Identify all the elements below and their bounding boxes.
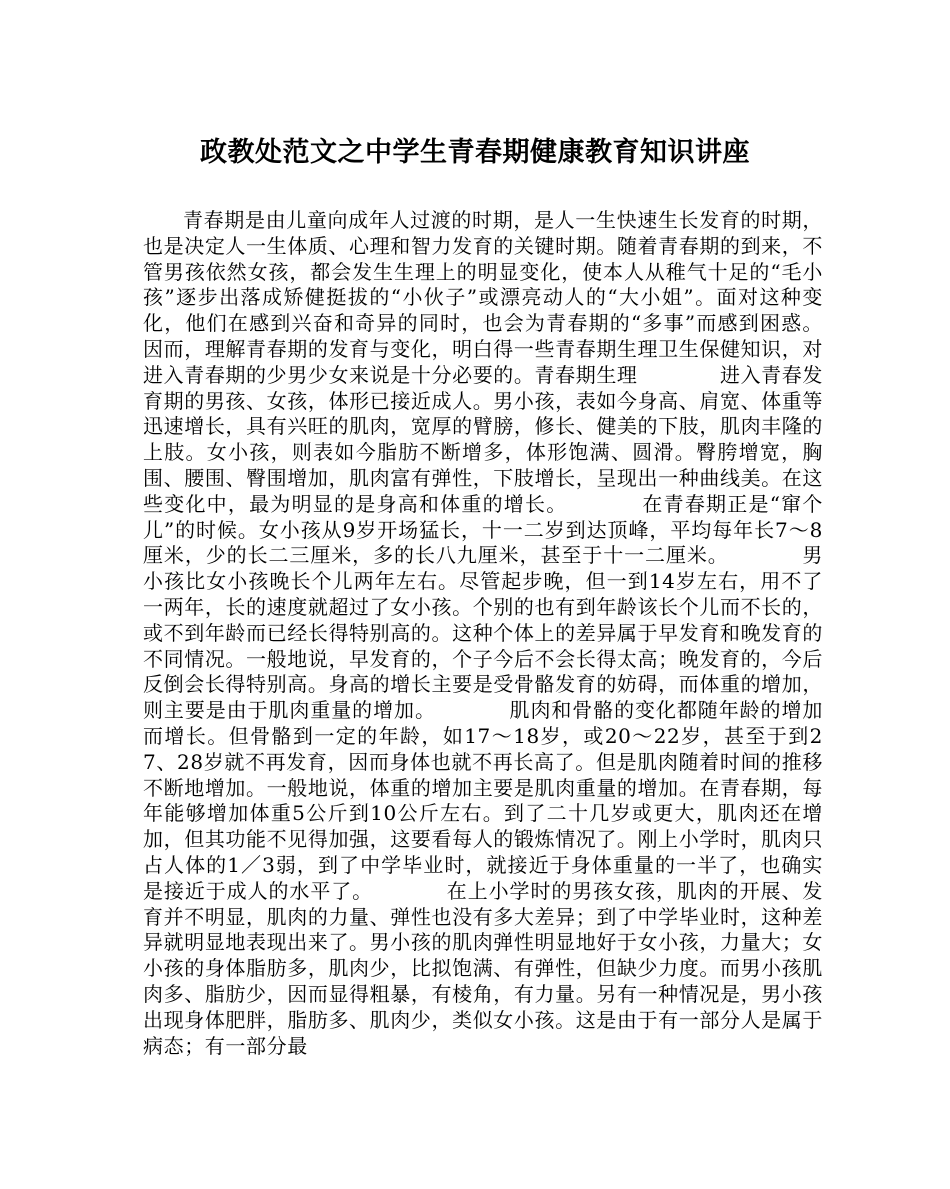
document-title: 政教处范文之中学生青春期健康教育知识讲座 xyxy=(200,137,750,168)
document-body-paragraph: 青春期是由儿童向成年人过渡的时期，是人一生快速生长发育的时期，也是决定人一生体质、心理和智力发育的关键时期。随着青春期的到来，不管男孩依然女孩，都会发生生理上的明显变化，使本人从稚气十足的“毛小孩”逐步出落成矫健挺拔的“小伙子”或漂亮动人的“大小姐”。面对这种变化，他们在感到兴奋和奇异的同时，也会为青春期的“多事”而感到困惑。因而，理解青春期的发育与变化，明白得一些青春期生理卫生保健知识，对进入青春期的少男少女来说是十分必要的。青春期生理 进入青春发育期的男孩、女孩，体形已接近成人。男小孩，表如今身高、肩宽、体重等迅速增长，具有兴旺的肌肉，宽厚的臂膀，修长、健美的下肢，肌肉丰隆的上肢。女小孩，则表如今脂肪不断增多，体形饱满、圆滑。臀胯增宽，胸围、腰围、臀围增加，肌肉富有弹性，下肢增长，呈现出一种曲线美。在这些变化中，最为明显的是身高和体重的增长。 在青春期正是“窜个儿”的时候。女小孩从9岁开场猛长，十一二岁到达顶峰，平均每年长7～8厘米，少的长二三厘米，多的长八九厘米，甚至于十一二厘米。 男小孩比女小孩晚长个儿两年左右。尽管起步晚，但一到14岁左右，用不了一两年，长的速度就超过了女小孩。个别的也有到年龄该长个儿而不长的，或不到年龄而已经长得特别高的。这种个体上的差异属于早发育和晚发育的不同情况。一般地说，早发育的，个子今后不会长得太高；晚发育的，今后反倒会长得特别高。身高的增长主要是受骨骼发育的妨碍，而体重的增加，则主要是由于肌肉重量的增加。 肌肉和骨骼的变化都随年龄的增加而增长。但骨骼到一定的年龄，如17～18岁，或20～22岁，甚至于到27、28岁就不再发育，因而身体也就不再长高了。但是肌肉随着时间的推移不断地增加。一般地说，体重的增加主要是肌肉重量的增加。在青春期，每年能够增加体重5公斤到10公斤左右。到了二十几岁或更大，肌肉还在增加，但其功能不见得加强，这要看每人的锻炼情况了。刚上小学时，肌肉只占人体的1／3弱，到了中学毕业时，就接近于身体重量的一半了，也确实是接近于成人的水平了。 在上小学时的男孩女孩，肌肉的开展、发育并不明显，肌肉的力量、弹性也没有多大差异；到了中学毕业时，这种差异就明显地表现出来了。男小孩的肌肉弹性明显地好于女小孩，力量大；女小孩的身体脂肪多，肌肉少，比拟饱满、有弹性，但缺少力度。而男小孩肌肉多、脂肪少，因而显得粗暴，有棱角，有力量。另有一种情况是，男小孩出现身体肥胖，脂肪多、肌肉少，类似女小孩。这是由于有一部分人是属于病态；有一部分最 xyxy=(143,208,823,1058)
